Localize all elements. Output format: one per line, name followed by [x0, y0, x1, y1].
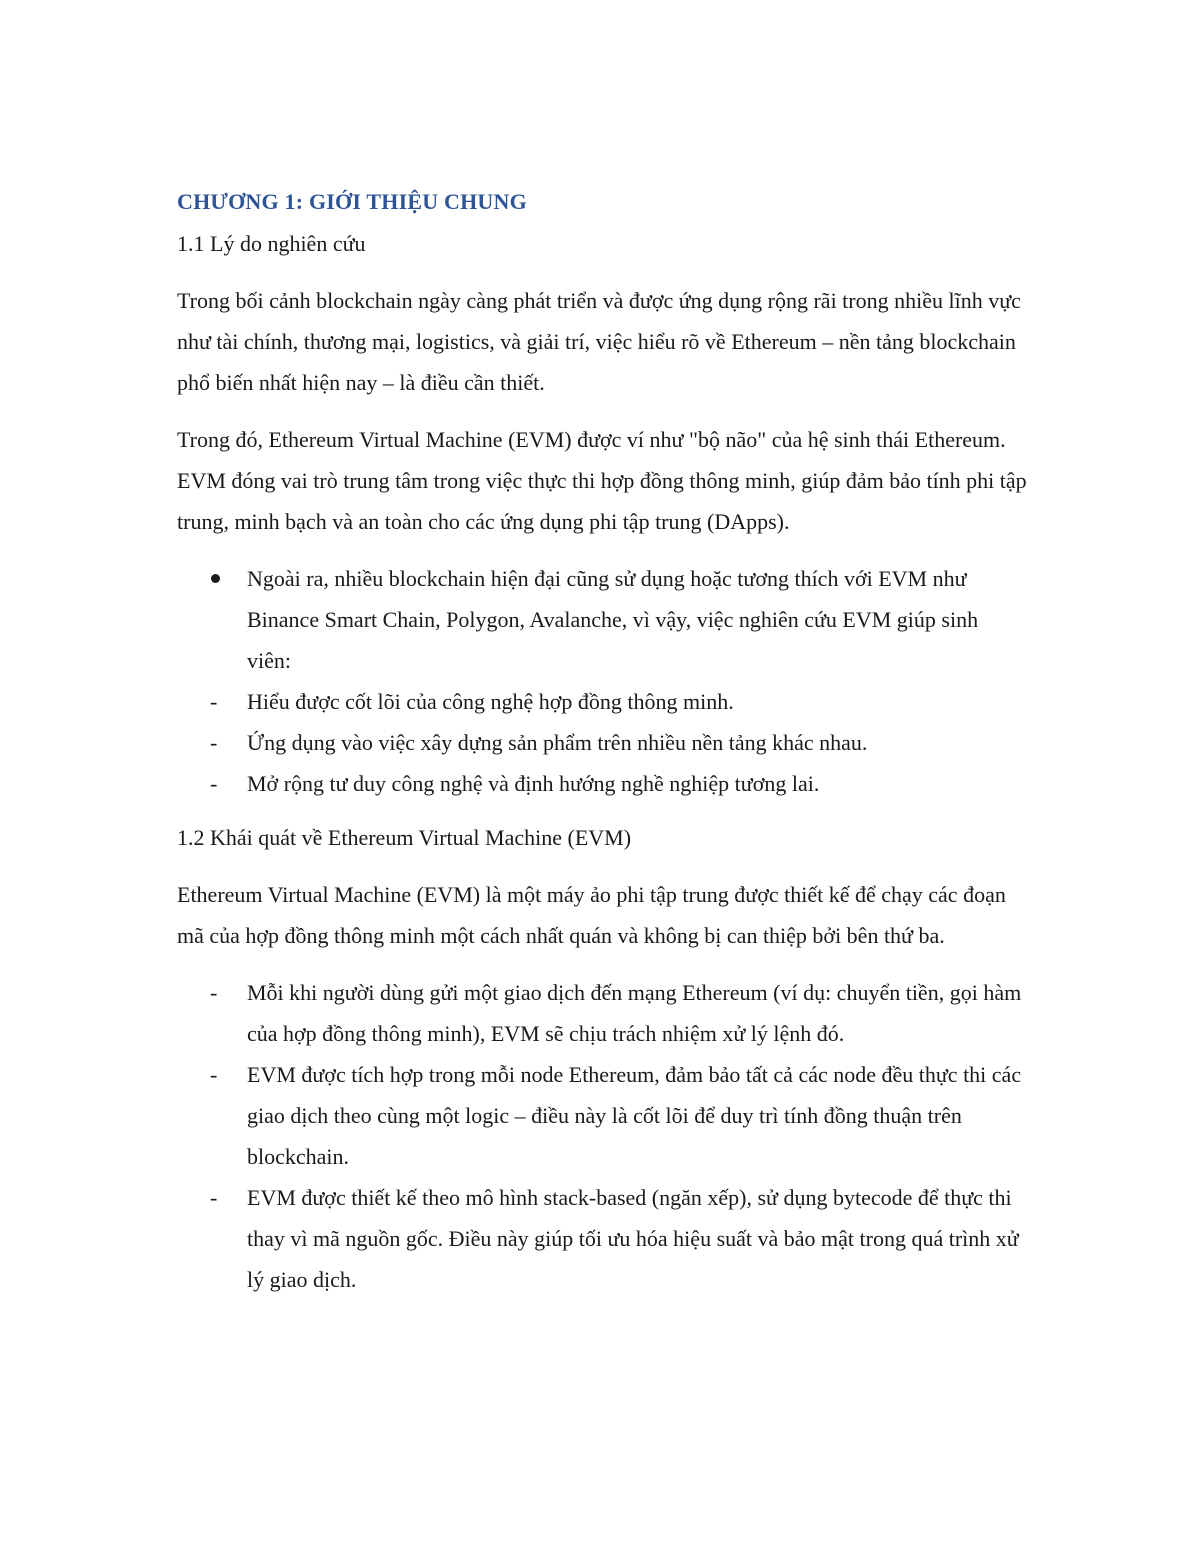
list-item: [177, 763, 1027, 804]
paragraph-evm-brain: Trong đó, Ethereum Virtual Machine (EVM) được ví như "bộ não" của hệ sinh thái Ethereum. EVM đóng vai trò trung tâm trong việc thực thi hợp đồng thông minh, giúp đảm bảo tính phi tập trung, minh bạch và an toàn cho các ứng dụng phi tập trung (DApps).: [177, 427, 1027, 534]
evm-overview-list: [177, 972, 1027, 1300]
list-item-text: Ứng dụng vào việc xây dựng sản phẩm trên nhiều nền tảng khác nhau.: [247, 730, 868, 755]
bullet-dot-icon: [211, 574, 220, 583]
reasons-list: [177, 558, 1027, 804]
list-item-text: EVM được thiết kế theo mô hình stack-based (ngăn xếp), sử dụng bytecode để thực thi thay vì mã nguồn gốc. Điều này giúp tối ưu hóa hiệu suất và bảo mật trong quá trình xử lý giao dịch.: [247, 1185, 1019, 1292]
list-item: [177, 1054, 1027, 1177]
document-body: [177, 184, 1027, 1300]
section-heading-1-1: 1.1 Lý do nghiên cứu: [177, 231, 366, 256]
list-item-text: Hiểu được cốt lõi của công nghệ hợp đồng thông minh.: [247, 689, 734, 714]
paragraph-context: Trong bối cảnh blockchain ngày càng phát triển và được ứng dụng rộng rãi trong nhiều lĩnh vực như tài chính, thương mại, logistics, và giải trí, việc hiểu rõ về Ethereum – nền tảng blockchain phổ biến nhất hiện nay – là điều cần thiết.: [177, 288, 1021, 395]
dash-marker: -: [210, 1185, 218, 1210]
list-item-text: Ngoài ra, nhiều blockchain hiện đại cũng sử dụng hoặc tương thích với EVM như Binance Smart Chain, Polygon, Avalanche, vì vậy, việc nghiên cứu EVM giúp sinh viên:: [247, 566, 979, 673]
paragraph-evm-definition: Ethereum Virtual Machine (EVM) là một máy ảo phi tập trung được thiết kế để chạy các đoạn mã của hợp đồng thông minh một cách nhất quán và không bị can thiệp bởi bên thứ ba.: [177, 882, 1006, 948]
list-item: [177, 681, 1027, 722]
chapter-title: CHƯƠNG 1: GIỚI THIỆU CHUNG: [177, 189, 527, 214]
list-item: [177, 972, 1027, 1054]
list-item-text: Mỗi khi người dùng gửi một giao dịch đến mạng Ethereum (ví dụ: chuyển tiền, gọi hàm của hợp đồng thông minh), EVM sẽ chịu trách nhiệm xử lý lệnh đó.: [247, 980, 1022, 1046]
dash-marker: -: [210, 771, 218, 796]
list-item: [177, 1177, 1027, 1300]
list-item: [177, 722, 1027, 763]
section-heading-1-2: 1.2 Khái quát về Ethereum Virtual Machine (EVM): [177, 825, 632, 850]
dash-marker: -: [210, 980, 218, 1005]
list-item-bullet: [177, 558, 1027, 681]
dash-marker: -: [210, 689, 218, 714]
list-item-text: EVM được tích hợp trong mỗi node Ethereum, đảm bảo tất cả các node đều thực thi các giao dịch theo cùng một logic – điều này là cốt lõi để duy trì tính đồng thuận trên blockchain.: [247, 1062, 1022, 1169]
dash-marker: -: [210, 1062, 218, 1087]
dash-marker: -: [210, 730, 218, 755]
list-item-text: Mở rộng tư duy công nghệ và định hướng nghề nghiệp tương lai.: [247, 771, 820, 796]
